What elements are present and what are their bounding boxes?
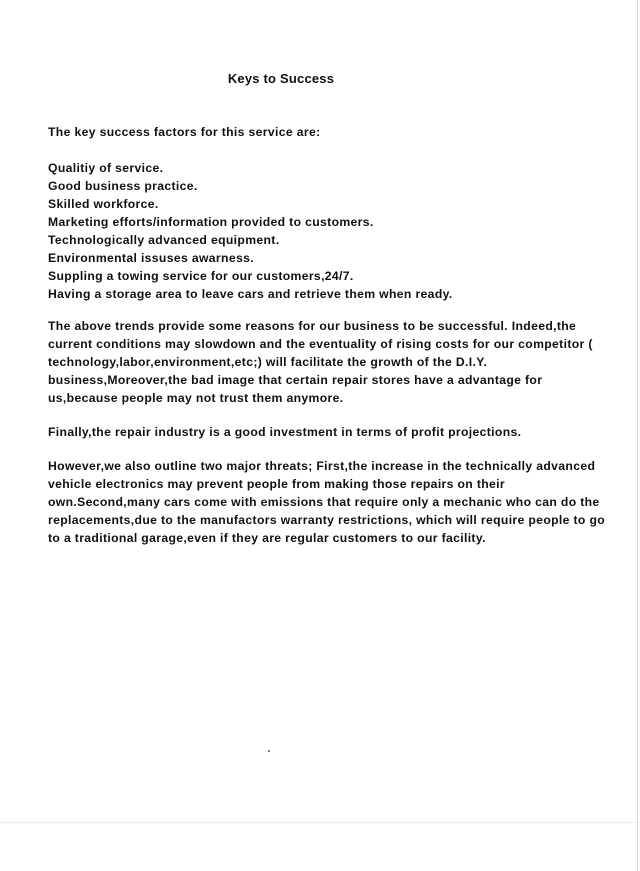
- trends-paragraph: [48, 317, 608, 407]
- list-item: Marketing efforts/information provided to customers.: [48, 215, 374, 229]
- success-factors-list: [48, 159, 608, 303]
- list-item: Skilled workforce.: [48, 197, 159, 211]
- list-item: Suppling a towing service for our customers,24/7.: [48, 269, 354, 283]
- document-title: Keys to Success: [227, 71, 335, 86]
- list-item: Qualitiy of service.: [48, 161, 164, 175]
- list-item: Having a storage area to leave cars and retrieve them when ready.: [48, 287, 453, 301]
- list-item: Technologically advanced equipment.: [48, 233, 280, 247]
- threats-paragraph-text: However,we also outline two major threats; First,the increase in the technically advanced vehicle electronics may prevent people from making those repairs on their own.Second,many cars come with emissions that require only a mechanic who can do the replacements,due to the manufactors warranty restrictions, which will require people to go to a traditional garage,even if they are regular customers to our facility.: [48, 459, 606, 545]
- threats-paragraph: [48, 457, 608, 547]
- finally-paragraph-text: Finally,the repair industry is a good investment in terms of profit projections.: [48, 425, 522, 439]
- list-item: Environmental issuses awarness.: [48, 251, 254, 265]
- intro-line: The key success factors for this service are:: [48, 125, 321, 139]
- list-item: Good business practice.: [48, 179, 198, 193]
- finally-paragraph: [48, 423, 608, 441]
- scan-speck: [268, 750, 270, 752]
- scan-edge-bottom: [0, 822, 640, 823]
- scan-edge-right: [637, 0, 638, 871]
- trends-paragraph-text: The above trends provide some reasons for our business to be successful. Indeed,the current conditions may slowdown and the eventuality of rising costs for our competitor ( technology,labor,environment,etc;) will facilitate the growth of the D.I.Y. business,Moreover,the bad image that certain repair stores have a advantage for us,because people may not trust them anymore.: [48, 319, 593, 405]
